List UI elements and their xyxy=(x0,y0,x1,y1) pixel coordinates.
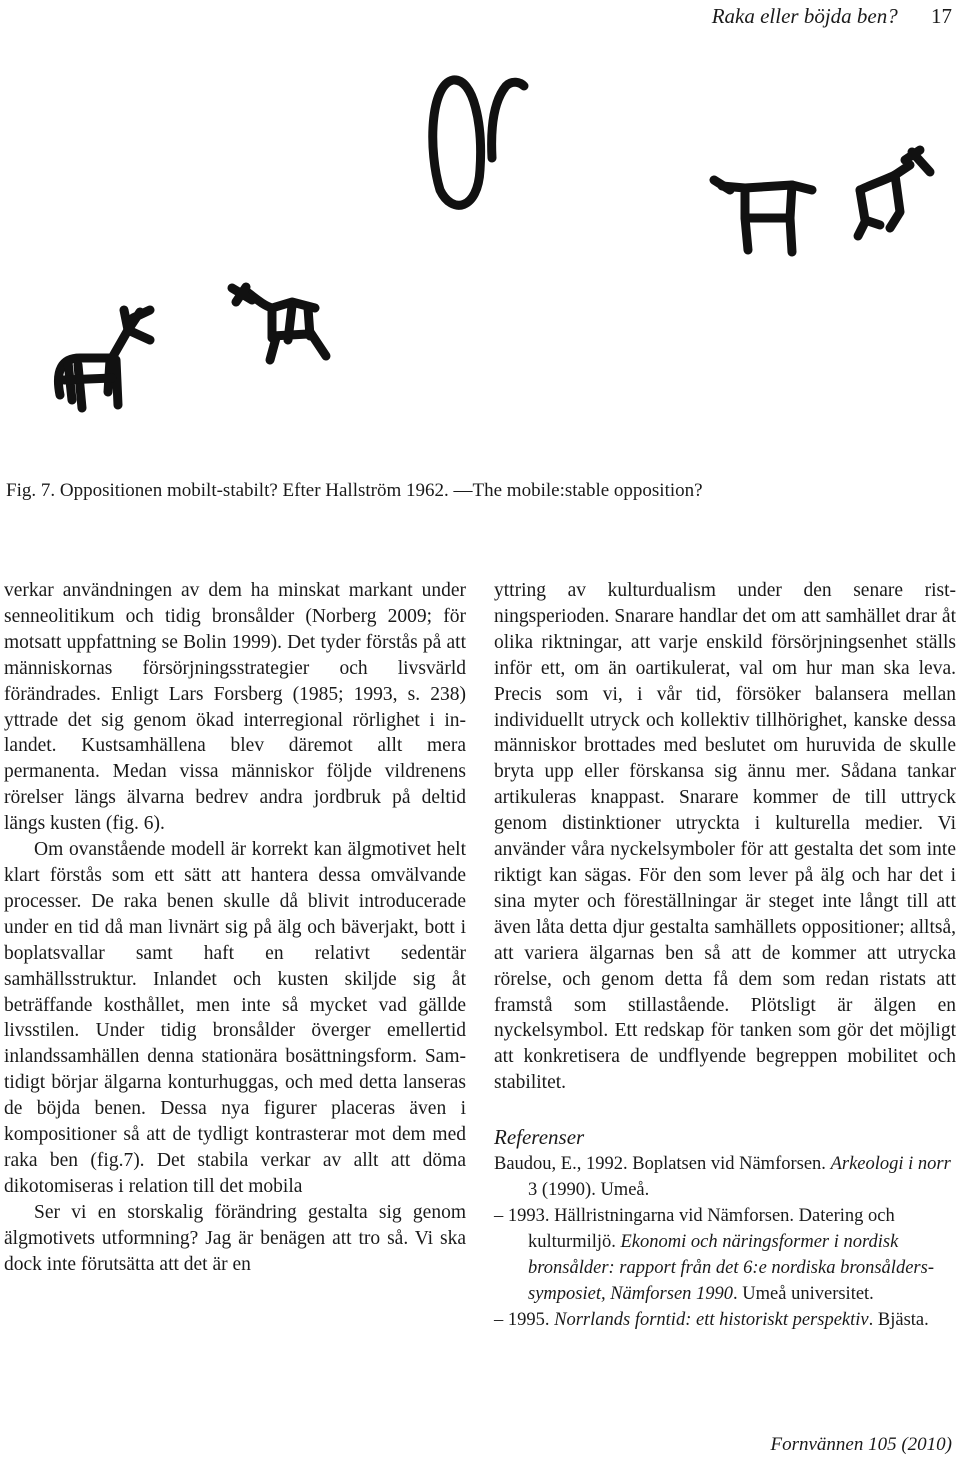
reference-item xyxy=(494,1308,956,1334)
right-text-column xyxy=(494,578,956,1333)
reference-text: Baudou, E., 1992. Boplatsen vid Nämforsen. xyxy=(494,1154,831,1175)
reference-title: Arkeologi i norr xyxy=(830,1154,951,1175)
moose-figure-3 xyxy=(714,180,812,252)
references-heading: Referenser xyxy=(494,1125,585,1150)
moose-figure-4 xyxy=(858,150,930,236)
moose-figure-1 xyxy=(58,310,150,408)
reference-text: – 1995. xyxy=(494,1309,555,1330)
carving-hook xyxy=(492,82,524,158)
running-title: Raka eller böjda ben? xyxy=(711,4,898,28)
figure-caption: Fig. 7. Oppositionen mobilt-stabilt? Efter Hallström 1962. —The mobile:stable opposition? xyxy=(6,480,703,501)
page-number: 17 xyxy=(931,4,952,28)
reference-item xyxy=(494,1204,956,1308)
reference-item xyxy=(494,1152,956,1204)
reference-text: – 1993. Hällristningarna vid Nämforsen. Datering och kulturmiljö. xyxy=(494,1205,895,1252)
paragraph: Ser vi en storskalig förändring gestalta sig genom älgmotivets utformning? Jag är benägen att tro så. Vi ska dock inte förutsätta att det är en xyxy=(4,1201,466,1275)
rock-carving-figure xyxy=(0,40,960,460)
reference-title: Ekonomi och näringsformer i nordisk bronsålder: rapport från det 6:e nordiska bronsålderssymposiet, Nämforsen 1990 xyxy=(528,1231,934,1304)
journal-footer: Fornvännen 105 (2010) xyxy=(770,1434,952,1455)
reference-text: 3 (1990). Umeå. xyxy=(528,1180,650,1201)
paragraph: yttring av kulturdualism under den senare ristningsperioden. Snarare handlar det om att samhället drar åt olika riktningar, att varje enskild försörjningsenhet ställs inför ett, om än oartikulerat, val om hur man ska leva. Precis som vi, i vår tid, försöker balansera mellan individuellt utryck och kollektiv tillhörighet, kanske dessa människor brottades med beslutet om huruvida de skulle bryta upp eller förskansa sig ännu mer. Sådana tankar artikuleras knappast. Snarare kommer de till uttryck genom distinktioner utryckta i kulturella medier. Vi använder våra nyckelsymboler för att gestalta det som inte riktigt kan sägas. För den som lever på älg och har det i sina myter och föreställningar är steget inte långt till att även låta detta djur gestalta samhällets oppositioner; alltså, att variera älgarnas ben så att de kommer att utrycka rörelse, och genom detta få dem som redan ristats att framstå som stillastående. Plötsligt är älgen en nyckelsymbol. Ett redskap för tanken som gör det möjligt att konkretisera de undflyende begreppen mobilitet och stabilitet. xyxy=(494,580,956,1094)
paragraph: verkar användningen av dem ha minskat markant under senneolitikum och tidig bronsålder (Norberg 2009; för motsatt uppfattning se Bolin 1999). Det tyder förstås på att människornas försörjningsstrategier och livsvärld förändrades. Enligt Lars Forsberg (1985; 1993, s. 238) yttrade det sig genom ökad interregional rörlighet i inlandet. Kustsamhällena blev däremot allt mera permanenta. Medan vissa människor följde vildrenens rörelser längs älvarna bedrev andra jordbruk på deltid längs kusten (fig. 6). xyxy=(4,580,466,835)
reference-text: . Umeå universitet. xyxy=(733,1283,874,1304)
carving-oval xyxy=(433,80,481,205)
moose-figure-2 xyxy=(232,287,326,360)
reference-title: Norrlands forntid: ett historiskt perspektiv xyxy=(554,1309,869,1330)
running-head xyxy=(712,4,952,29)
left-text-column xyxy=(4,578,466,1277)
reference-text: . Bjästa. xyxy=(868,1309,929,1330)
paragraph: Om ovanstående modell är korrekt kan älgmotivet helt klart förstås som ett sätt att hantera dessa omvälvande processer. De raka benen skulle då blivit introducerade under en tid då man livnärt sig på älg och bäverjakt, bott i boplatsvallar samt haft en relativt sedentär samhällsstruktur. Inlandet och kusten skiljde sig åt beträffande kosthållet, men inte så mycket vad gällde livsstilen. Under tidig bronsålder överger emellertid inlandssamhällen denna stationära bosättningsform. Samtidigt börjar älgarna konturhuggas, och med detta lanseras de böjda benen. Dessa nya figurer placeras även i kompositioner så att de tydligt kontrasterar mot dem med raka ben (fig.7). Det stabila verkar av allt att döma dikotomiseras i relation till det mobila xyxy=(4,839,466,1197)
